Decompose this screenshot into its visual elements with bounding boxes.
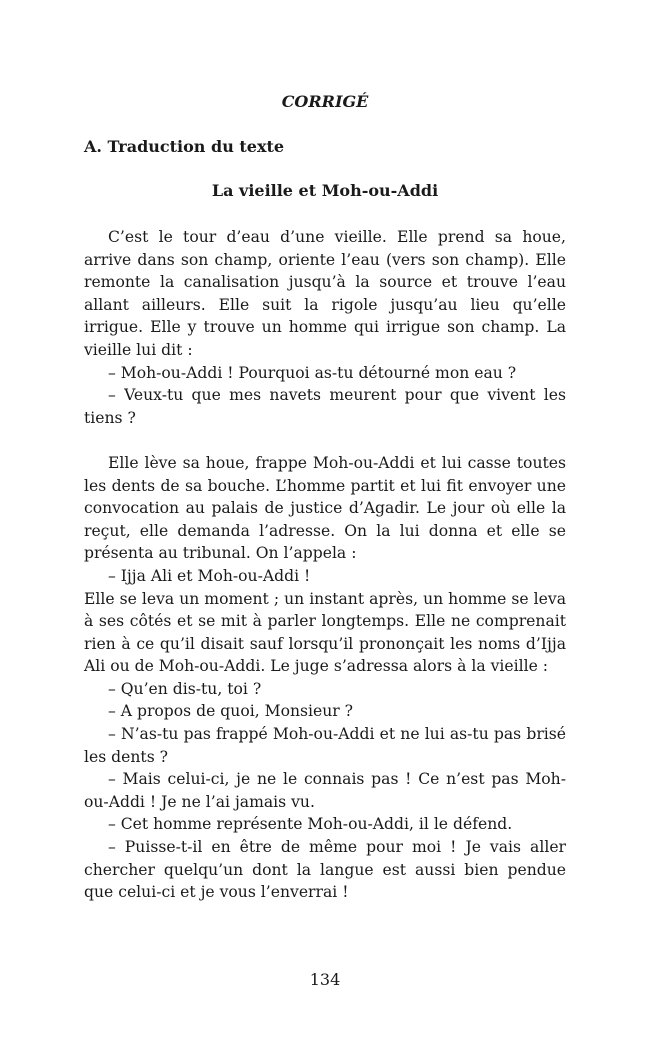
- paragraph: C’est le tour d’eau d’une vieille. Elle prend sa houe, arrive dans son champ, oriente l’eau (vers son champ). Elle remonte la canalisation jusqu’à la source et trouve l’eau allant ailleurs. Elle suit la rigole jusqu’au lieu qu’elle irrigue. Elle y trouve un homme qui irrigue son champ. La vieille lui dit :: [84, 228, 566, 359]
- section-title: CORRIGÉ: [281, 92, 369, 111]
- paragraph: Elle lève sa houe, frappe Moh-ou-Addi et lui casse toutes les dents de sa bouche. L’homme partit et lui fit envoyer une convocation au palais de justice d’Agadir. Le jour où elle la reçut, elle demanda l’adresse. On la lui donna et elle se présenta au tribunal. On l’appela :: [84, 453, 566, 563]
- paragraph-gap: [84, 429, 566, 452]
- part-heading: A. Traduction du texte: [84, 137, 285, 156]
- dialogue-line: – Cet homme représente Moh-ou-Addi, il le défend.: [108, 815, 513, 834]
- dialogue-line: – Ijja Ali et Moh-ou-Addi !: [108, 566, 311, 585]
- dialogue-line: – Veux-tu que mes navets meurent pour que vivent les tiens ?: [84, 386, 566, 427]
- paragraph: Elle se leva un moment ; un instant après, un homme se leva à ses côtés et se mit à parler longtemps. Elle ne comprenait rien à ce qu’il disait sauf lorsqu’il prononçait les noms d’Ijja Ali ou de Moh-ou-Addi. Le juge s’adressa alors à la vieille :: [84, 589, 566, 676]
- dialogue-line: – Mais celui-ci, je ne le connais pas ! Ce n’est pas Moh-ou-Addi ! Je ne l’ai jamais vu.: [84, 770, 566, 811]
- dialogue-line: – N’as-tu pas frappé Moh-ou-Addi et ne lui as-tu pas brisé les dents ?: [84, 725, 566, 766]
- dialogue-line: – Puisse-t-il en être de même pour moi ! Je vais aller chercher quelqu’un dont la langue est aussi bien pendue que celui-ci et je vous l’enverrai !: [84, 838, 566, 902]
- story-title: La vieille et Moh-ou-Addi: [211, 181, 439, 200]
- dialogue-line: – Qu’en dis-tu, toi ?: [108, 679, 262, 698]
- page-number: 134: [309, 970, 341, 989]
- dialogue-line: – Moh-ou-Addi ! Pourquoi as-tu détourné mon eau ?: [108, 363, 517, 382]
- story-body: [84, 226, 566, 904]
- dialogue-line: – A propos de quoi, Monsieur ?: [108, 702, 354, 721]
